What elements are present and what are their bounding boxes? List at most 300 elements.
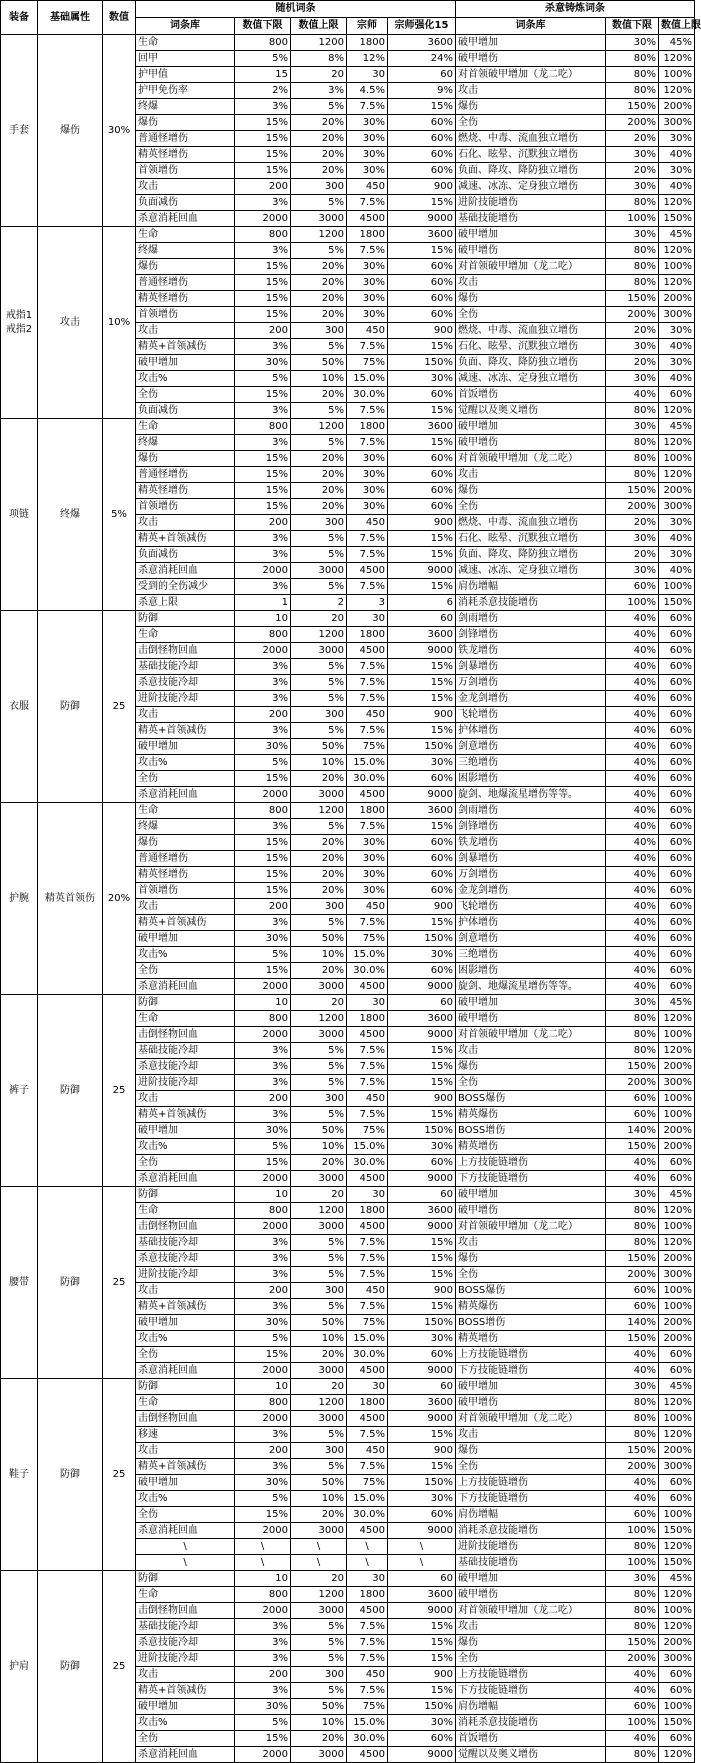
forge-min: 40% bbox=[606, 739, 659, 755]
random-affix-name: 进阶技能冷却 bbox=[136, 1651, 235, 1667]
forge-max: 60% bbox=[659, 707, 695, 723]
random-affix-name: 首领增伤 bbox=[136, 499, 235, 515]
base-attribute: 爆伤 bbox=[38, 35, 103, 227]
forge-affix-name: 精英增伤 bbox=[456, 1139, 606, 1155]
forge-min: 150% bbox=[606, 1139, 659, 1155]
forge-min: 40% bbox=[606, 1491, 659, 1507]
forge-affix-name: BOSS爆伤 bbox=[456, 1283, 606, 1299]
random-affix-name: 精英怪增伤 bbox=[136, 291, 235, 307]
table-row bbox=[1, 1379, 695, 1395]
random-min: 2000 bbox=[235, 1363, 291, 1379]
master-value: 4500 bbox=[347, 563, 388, 579]
master-value: 7.5% bbox=[347, 99, 388, 115]
forge-min: 60% bbox=[606, 1283, 659, 1299]
master-value: 450 bbox=[347, 179, 388, 195]
random-max: 3000 bbox=[291, 1171, 347, 1187]
random-min: 10 bbox=[235, 611, 291, 627]
random-min: 3% bbox=[235, 1459, 291, 1475]
forge-min: 80% bbox=[606, 1235, 659, 1251]
forge-affix-name: 爆伤 bbox=[456, 99, 606, 115]
forge-max: 45% bbox=[659, 1187, 695, 1203]
table-row bbox=[1, 227, 695, 243]
random-min: 3% bbox=[235, 1619, 291, 1635]
forge-max: 120% bbox=[659, 403, 695, 419]
random-min: 15% bbox=[235, 1155, 291, 1171]
random-affix-name: \ bbox=[136, 1555, 235, 1571]
master-value: 15.0% bbox=[347, 947, 388, 963]
master-value: 7.5% bbox=[347, 1251, 388, 1267]
forge-affix-name: BOSS增伤 bbox=[456, 1123, 606, 1139]
random-min: 15% bbox=[235, 883, 291, 899]
master-value: 75% bbox=[347, 739, 388, 755]
master-plus15-value: 30% bbox=[388, 1331, 456, 1347]
random-affix-name: 击倒怪物回血 bbox=[136, 1219, 235, 1235]
random-affix-name: 受到的全伤减少 bbox=[136, 579, 235, 595]
master-value: 7.5% bbox=[347, 659, 388, 675]
random-affix-name: 攻击 bbox=[136, 707, 235, 723]
master-value: 7.5% bbox=[347, 1043, 388, 1059]
random-max: 20 bbox=[291, 995, 347, 1011]
random-min: 3% bbox=[235, 1427, 291, 1443]
forge-min: 80% bbox=[606, 275, 659, 291]
random-max: 20% bbox=[291, 1347, 347, 1363]
random-max: 5% bbox=[291, 1459, 347, 1475]
random-max: 3000 bbox=[291, 787, 347, 803]
forge-min: 80% bbox=[606, 1619, 659, 1635]
forge-affix-name: 三绝增伤 bbox=[456, 947, 606, 963]
random-min: 10 bbox=[235, 1379, 291, 1395]
random-affix-name: 负面减伤 bbox=[136, 403, 235, 419]
forge-min: 40% bbox=[606, 899, 659, 915]
forge-min: 40% bbox=[606, 1667, 659, 1683]
forge-max: 60% bbox=[659, 1475, 695, 1491]
forge-max: 100% bbox=[659, 1411, 695, 1427]
master-plus15-value: 15% bbox=[388, 1251, 456, 1267]
master-value: 30% bbox=[347, 835, 388, 851]
master-value: 7.5% bbox=[347, 819, 388, 835]
random-affix-name: 首领增伤 bbox=[136, 163, 235, 179]
forge-affix-name: 困影增伤 bbox=[456, 963, 606, 979]
forge-affix-name: 下方技能链增伤 bbox=[456, 1683, 606, 1699]
random-affix-name: 杀意消耗回血 bbox=[136, 1363, 235, 1379]
random-affix-name: 杀意消耗回血 bbox=[136, 563, 235, 579]
random-max: 10% bbox=[291, 1715, 347, 1731]
random-min: 200 bbox=[235, 1283, 291, 1299]
random-min: 2% bbox=[235, 83, 291, 99]
random-affix-name: 攻击% bbox=[136, 1331, 235, 1347]
master-value: 450 bbox=[347, 323, 388, 339]
forge-min: 30% bbox=[606, 563, 659, 579]
master-plus15-value: 9000 bbox=[388, 1747, 456, 1763]
forge-min: 80% bbox=[606, 1603, 659, 1619]
subheader-random-pool: 词条库 bbox=[136, 18, 235, 35]
forge-affix-name: 爆伤 bbox=[456, 1251, 606, 1267]
base-attribute: 终爆 bbox=[38, 419, 103, 611]
random-min: 15 bbox=[235, 67, 291, 83]
random-max: 5% bbox=[291, 1075, 347, 1091]
random-affix-name: 破甲增加 bbox=[136, 1123, 235, 1139]
random-affix-name: 杀意消耗回血 bbox=[136, 1523, 235, 1539]
forge-max: 60% bbox=[659, 1491, 695, 1507]
base-attribute: 攻击 bbox=[38, 227, 103, 419]
master-value: 7.5% bbox=[347, 403, 388, 419]
forge-min: 40% bbox=[606, 963, 659, 979]
random-affix-name: 生命 bbox=[136, 419, 235, 435]
table-row bbox=[1, 1571, 695, 1587]
base-value: 25 bbox=[103, 995, 136, 1187]
master-plus15-value: 60% bbox=[388, 1507, 456, 1523]
random-affix-name: 破甲增加 bbox=[136, 1315, 235, 1331]
random-max: 1200 bbox=[291, 35, 347, 51]
master-value: 450 bbox=[347, 515, 388, 531]
master-plus15-value: 900 bbox=[388, 707, 456, 723]
forge-min: 40% bbox=[606, 771, 659, 787]
forge-affix-name: 燃烧、中毒、流血独立增伤 bbox=[456, 131, 606, 147]
random-min: 3% bbox=[235, 1075, 291, 1091]
master-value: 15.0% bbox=[347, 1715, 388, 1731]
random-min: 1 bbox=[235, 595, 291, 611]
forge-affix-name: 觉醒以及奥义增伤 bbox=[456, 1747, 606, 1763]
random-max: 300 bbox=[291, 899, 347, 915]
random-affix-name: 首领增伤 bbox=[136, 307, 235, 323]
forge-affix-name: 困影增伤 bbox=[456, 771, 606, 787]
random-min: 15% bbox=[235, 163, 291, 179]
random-min: 2000 bbox=[235, 1171, 291, 1187]
random-max: 50% bbox=[291, 355, 347, 371]
random-max: 20% bbox=[291, 467, 347, 483]
master-plus15-value: 3600 bbox=[388, 1203, 456, 1219]
random-max: 5% bbox=[291, 547, 347, 563]
forge-max: 40% bbox=[659, 371, 695, 387]
forge-affix-name: BOSS爆伤 bbox=[456, 1091, 606, 1107]
random-min: 3% bbox=[235, 435, 291, 451]
master-plus15-value: 30% bbox=[388, 371, 456, 387]
forge-min: 200% bbox=[606, 1459, 659, 1475]
master-value: 30 bbox=[347, 1571, 388, 1587]
forge-affix-name: 剑暴增伤 bbox=[456, 851, 606, 867]
random-max: \ bbox=[291, 1539, 347, 1555]
master-plus15-value: 60% bbox=[388, 275, 456, 291]
random-max: 5% bbox=[291, 1267, 347, 1283]
master-value: 1800 bbox=[347, 627, 388, 643]
random-affix-name: 全伤 bbox=[136, 1347, 235, 1363]
master-value: 30% bbox=[347, 307, 388, 323]
master-value: 1800 bbox=[347, 419, 388, 435]
forge-affix-name: 金龙剑增伤 bbox=[456, 691, 606, 707]
master-value: 30.0% bbox=[347, 1731, 388, 1747]
equipment-name: 腰带 bbox=[1, 1187, 38, 1379]
random-max: 20% bbox=[291, 1155, 347, 1171]
random-min: 15% bbox=[235, 467, 291, 483]
forge-max: 200% bbox=[659, 1443, 695, 1459]
random-affix-name: 防御 bbox=[136, 1187, 235, 1203]
forge-max: 30% bbox=[659, 355, 695, 371]
master-value: 7.5% bbox=[347, 243, 388, 259]
master-value: 1800 bbox=[347, 1587, 388, 1603]
random-max: 20 bbox=[291, 1187, 347, 1203]
master-value: 30% bbox=[347, 467, 388, 483]
forge-min: 30% bbox=[606, 419, 659, 435]
random-max: 5% bbox=[291, 243, 347, 259]
forge-min: 80% bbox=[606, 1027, 659, 1043]
random-affix-name: 基础技能冷却 bbox=[136, 659, 235, 675]
forge-max: 200% bbox=[659, 1059, 695, 1075]
master-plus15-value: 60 bbox=[388, 611, 456, 627]
master-plus15-value: 60% bbox=[388, 1731, 456, 1747]
random-max: 20% bbox=[291, 275, 347, 291]
forge-affix-name: 燃烧、中毒、流血独立增伤 bbox=[456, 323, 606, 339]
forge-max: 200% bbox=[659, 99, 695, 115]
forge-affix-name: 攻击 bbox=[456, 1619, 606, 1635]
table-row bbox=[1, 35, 695, 51]
random-affix-name: 杀意技能冷却 bbox=[136, 675, 235, 691]
forge-affix-name: 护体增伤 bbox=[456, 915, 606, 931]
forge-affix-name: 破甲增加 bbox=[456, 227, 606, 243]
forge-max: 60% bbox=[659, 979, 695, 995]
master-value: 4500 bbox=[347, 1603, 388, 1619]
random-min: 5% bbox=[235, 1491, 291, 1507]
subheader-forge-min: 数值下限 bbox=[606, 18, 659, 35]
forge-min: 200% bbox=[606, 307, 659, 323]
master-plus15-value: 60% bbox=[388, 147, 456, 163]
master-value: 4500 bbox=[347, 1363, 388, 1379]
random-min: 3% bbox=[235, 403, 291, 419]
base-attribute: 防御 bbox=[38, 1571, 103, 1763]
forge-min: 150% bbox=[606, 1331, 659, 1347]
random-min: 15% bbox=[235, 387, 291, 403]
forge-max: 60% bbox=[659, 771, 695, 787]
random-min: 2000 bbox=[235, 1219, 291, 1235]
master-value: 4500 bbox=[347, 1219, 388, 1235]
forge-max: 120% bbox=[659, 195, 695, 211]
forge-min: 80% bbox=[606, 259, 659, 275]
master-value: 7.5% bbox=[347, 1075, 388, 1091]
equipment-name: 手套 bbox=[1, 35, 38, 227]
forge-min: 80% bbox=[606, 1747, 659, 1763]
random-affix-name: 精英+首领减伤 bbox=[136, 1459, 235, 1475]
forge-max: 30% bbox=[659, 547, 695, 563]
random-max: 3000 bbox=[291, 1603, 347, 1619]
random-max: 50% bbox=[291, 931, 347, 947]
random-max: 5% bbox=[291, 1043, 347, 1059]
random-affix-name: 进阶技能冷却 bbox=[136, 1075, 235, 1091]
random-affix-name: 精英+首领减伤 bbox=[136, 531, 235, 547]
random-max: 20% bbox=[291, 115, 347, 131]
forge-affix-name: 剑暴增伤 bbox=[456, 659, 606, 675]
random-min: 200 bbox=[235, 1091, 291, 1107]
forge-max: 120% bbox=[659, 1203, 695, 1219]
forge-affix-name: 飞轮增伤 bbox=[456, 899, 606, 915]
forge-affix-name: 破甲增伤 bbox=[456, 435, 606, 451]
subheader-forge-pool: 词条库 bbox=[456, 18, 606, 35]
forge-affix-name: 下方技能链增伤 bbox=[456, 1491, 606, 1507]
random-min: 15% bbox=[235, 259, 291, 275]
master-plus15-value: 15% bbox=[388, 915, 456, 931]
forge-min: 60% bbox=[606, 1507, 659, 1523]
forge-min: 40% bbox=[606, 867, 659, 883]
master-value: 7.5% bbox=[347, 915, 388, 931]
random-affix-name: 生命 bbox=[136, 227, 235, 243]
master-value: 450 bbox=[347, 707, 388, 723]
master-value: 30% bbox=[347, 115, 388, 131]
forge-max: 100% bbox=[659, 1027, 695, 1043]
random-min: 10 bbox=[235, 1571, 291, 1587]
master-plus15-value: 60% bbox=[388, 451, 456, 467]
forge-affix-name: 肩伤增幅 bbox=[456, 1699, 606, 1715]
forge-min: 80% bbox=[606, 67, 659, 83]
master-value: 7.5% bbox=[347, 195, 388, 211]
random-min: 3% bbox=[235, 1651, 291, 1667]
forge-max: 120% bbox=[659, 1395, 695, 1411]
master-plus15-value: 900 bbox=[388, 179, 456, 195]
forge-min: 20% bbox=[606, 323, 659, 339]
forge-affix-name: 剑锋增伤 bbox=[456, 819, 606, 835]
random-max: 5% bbox=[291, 99, 347, 115]
forge-max: 60% bbox=[659, 1347, 695, 1363]
master-plus15-value: 9000 bbox=[388, 1523, 456, 1539]
random-min: 15% bbox=[235, 771, 291, 787]
random-min: 800 bbox=[235, 1203, 291, 1219]
master-value: 75% bbox=[347, 1315, 388, 1331]
random-affix-name: 精英怪增伤 bbox=[136, 867, 235, 883]
forge-max: 60% bbox=[659, 1667, 695, 1683]
random-min: 800 bbox=[235, 35, 291, 51]
master-plus15-value: 15% bbox=[388, 243, 456, 259]
forge-max: 200% bbox=[659, 1251, 695, 1267]
forge-max: 300% bbox=[659, 115, 695, 131]
master-value: 7.5% bbox=[347, 1459, 388, 1475]
forge-max: 60% bbox=[659, 1171, 695, 1187]
forge-affix-name: 爆伤 bbox=[456, 1059, 606, 1075]
master-value: 7.5% bbox=[347, 1107, 388, 1123]
forge-affix-name: 三绝增伤 bbox=[456, 755, 606, 771]
forge-max: 30% bbox=[659, 163, 695, 179]
forge-min: 40% bbox=[606, 1475, 659, 1491]
random-affix-name: 精英怪增伤 bbox=[136, 483, 235, 499]
forge-max: 60% bbox=[659, 947, 695, 963]
master-plus15-value: 900 bbox=[388, 1667, 456, 1683]
forge-min: 80% bbox=[606, 467, 659, 483]
random-min: 15% bbox=[235, 131, 291, 147]
forge-min: 150% bbox=[606, 1059, 659, 1075]
forge-min: 80% bbox=[606, 451, 659, 467]
random-min: 5% bbox=[235, 371, 291, 387]
random-max: 5% bbox=[291, 1299, 347, 1315]
equipment-name: 戒指1 戒指2 bbox=[1, 227, 38, 419]
master-plus15-value: 15% bbox=[388, 1059, 456, 1075]
random-min: 3% bbox=[235, 723, 291, 739]
forge-max: 40% bbox=[659, 531, 695, 547]
master-plus15-value: 15% bbox=[388, 99, 456, 115]
random-max: 5% bbox=[291, 659, 347, 675]
forge-min: 40% bbox=[606, 835, 659, 851]
master-value: 4500 bbox=[347, 1523, 388, 1539]
forge-min: 60% bbox=[606, 1699, 659, 1715]
forge-affix-name: 对首领破甲增加（龙二吃） bbox=[456, 1603, 606, 1619]
forge-min: 100% bbox=[606, 1715, 659, 1731]
random-min: 200 bbox=[235, 1667, 291, 1683]
master-plus15-value: 30% bbox=[388, 947, 456, 963]
random-min: 30% bbox=[235, 355, 291, 371]
random-max: 5% bbox=[291, 1235, 347, 1251]
forge-affix-name: 消耗杀意技能增伤 bbox=[456, 595, 606, 611]
random-affix-name: 防御 bbox=[136, 611, 235, 627]
forge-min: 80% bbox=[606, 1587, 659, 1603]
random-max: 20% bbox=[291, 387, 347, 403]
master-value: 30% bbox=[347, 131, 388, 147]
forge-affix-name: 剑意增伤 bbox=[456, 739, 606, 755]
random-min: 5% bbox=[235, 1331, 291, 1347]
random-max: 300 bbox=[291, 179, 347, 195]
random-min: 3% bbox=[235, 99, 291, 115]
forge-min: 40% bbox=[606, 643, 659, 659]
master-plus15-value: 60% bbox=[388, 867, 456, 883]
random-affix-name: 爆伤 bbox=[136, 259, 235, 275]
forge-min: 20% bbox=[606, 515, 659, 531]
master-plus15-value: 60% bbox=[388, 499, 456, 515]
forge-max: 150% bbox=[659, 1715, 695, 1731]
master-value: 7.5% bbox=[347, 675, 388, 691]
forge-max: 120% bbox=[659, 83, 695, 99]
master-plus15-value: 60% bbox=[388, 483, 456, 499]
forge-min: 20% bbox=[606, 547, 659, 563]
random-min: 2000 bbox=[235, 1603, 291, 1619]
forge-max: 60% bbox=[659, 1363, 695, 1379]
forge-min: 80% bbox=[606, 195, 659, 211]
forge-affix-name: 破甲增加 bbox=[456, 995, 606, 1011]
forge-max: 60% bbox=[659, 819, 695, 835]
random-affix-name: \ bbox=[136, 1539, 235, 1555]
forge-affix-name: 负面、降攻、降防独立增伤 bbox=[456, 355, 606, 371]
master-plus15-value: 60% bbox=[388, 387, 456, 403]
forge-affix-name: 全伤 bbox=[456, 1267, 606, 1283]
random-max: 3000 bbox=[291, 1219, 347, 1235]
base-attribute: 精英首领伤 bbox=[38, 803, 103, 995]
master-value: 1800 bbox=[347, 1011, 388, 1027]
random-max: 20% bbox=[291, 291, 347, 307]
forge-max: 300% bbox=[659, 307, 695, 323]
forge-min: 40% bbox=[606, 851, 659, 867]
forge-affix-name: 万剑增伤 bbox=[456, 675, 606, 691]
forge-min: 150% bbox=[606, 1635, 659, 1651]
forge-max: 60% bbox=[659, 1683, 695, 1699]
random-max: 50% bbox=[291, 1315, 347, 1331]
forge-min: 40% bbox=[606, 659, 659, 675]
forge-max: 200% bbox=[659, 1315, 695, 1331]
random-min: 800 bbox=[235, 1011, 291, 1027]
random-max: 300 bbox=[291, 707, 347, 723]
forge-max: 150% bbox=[659, 211, 695, 227]
forge-max: 45% bbox=[659, 419, 695, 435]
random-affix-name: 杀意消耗回血 bbox=[136, 787, 235, 803]
forge-affix-name: 石化、眩晕、沉默独立增伤 bbox=[456, 339, 606, 355]
forge-min: 80% bbox=[606, 83, 659, 99]
master-plus15-value: 60% bbox=[388, 1347, 456, 1363]
forge-max: 150% bbox=[659, 1523, 695, 1539]
forge-affix-name: 上方技能链增伤 bbox=[456, 1475, 606, 1491]
master-value: 12% bbox=[347, 51, 388, 67]
random-max: 20 bbox=[291, 67, 347, 83]
master-plus15-value: 60 bbox=[388, 1379, 456, 1395]
base-value: 25 bbox=[103, 1571, 136, 1763]
random-min: 15% bbox=[235, 867, 291, 883]
random-min: 200 bbox=[235, 179, 291, 195]
master-plus15-value: 60% bbox=[388, 163, 456, 179]
master-value: 1800 bbox=[347, 1395, 388, 1411]
forge-max: 60% bbox=[659, 931, 695, 947]
forge-affix-name: 精英爆伤 bbox=[456, 1299, 606, 1315]
random-max: 5% bbox=[291, 819, 347, 835]
